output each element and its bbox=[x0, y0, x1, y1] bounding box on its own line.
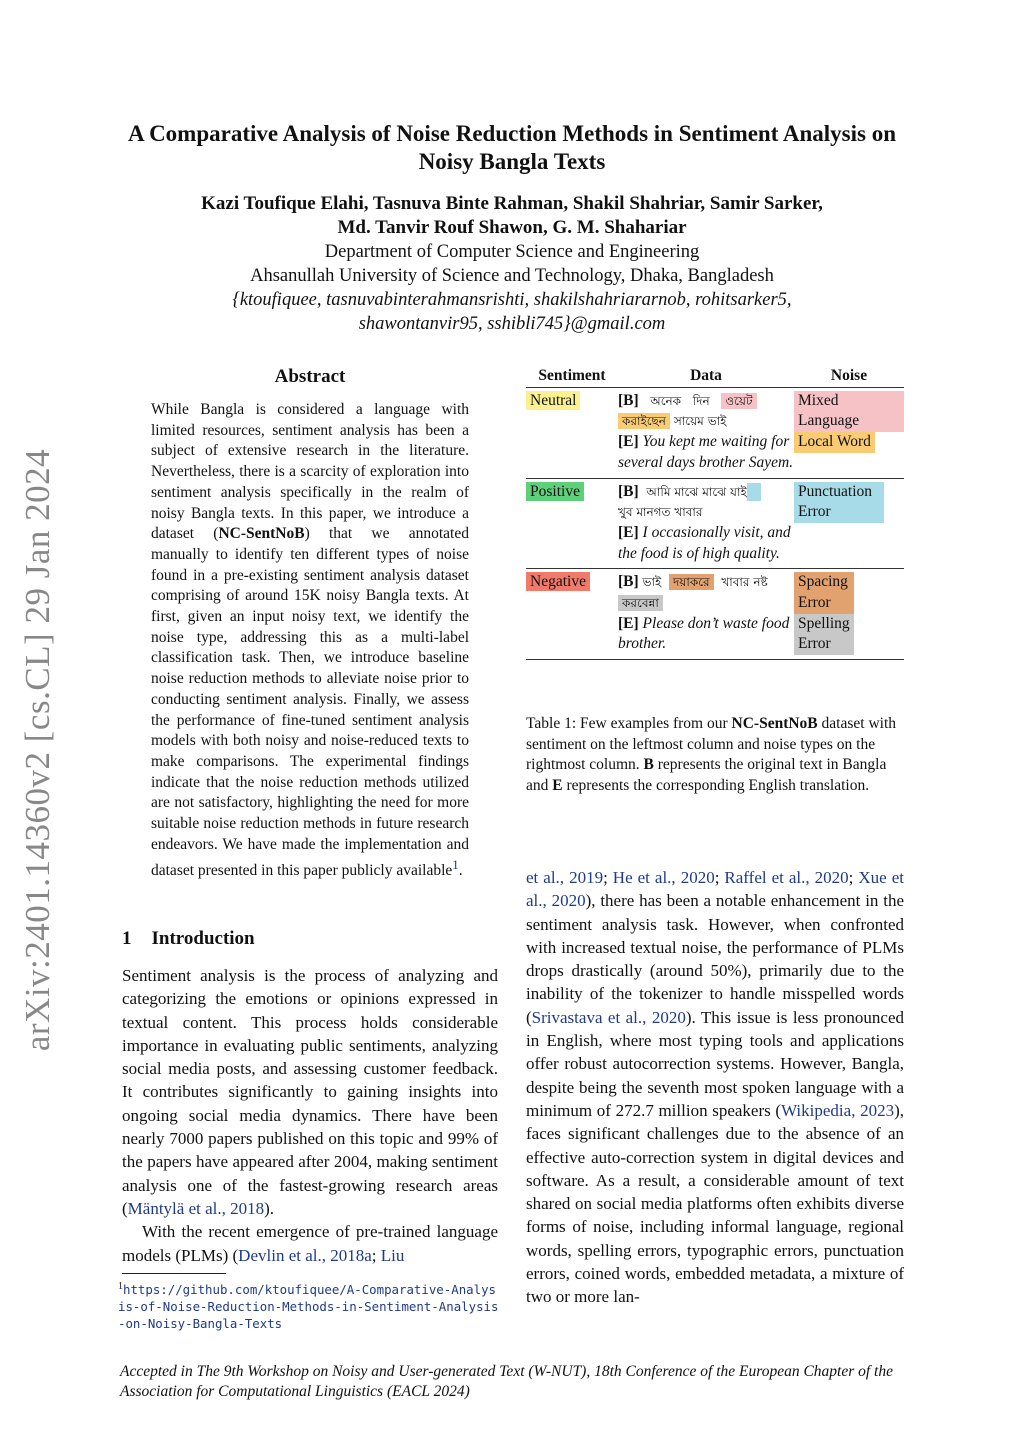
abstract-heading: Abstract bbox=[274, 366, 346, 387]
citation-year: 2019 bbox=[569, 868, 604, 887]
intro-text-3: With the recent emergence of pre-trained language models (PLMs) ( bbox=[122, 1222, 498, 1265]
citation-liu-2019[interactable]: et al., 2019 bbox=[526, 868, 604, 887]
sentiment-label-positive: Positive bbox=[526, 482, 584, 501]
body-text: ), there has been a notable enhancement in the sentiment analysis task. However, when confronted with increased textual noise, the performance of PLMs drops drastically (around 50%), primarily due to the inability of the tokenizer to handle misspelled words ( bbox=[526, 891, 905, 1027]
caption-text: represents the original text in Bangla and bbox=[526, 756, 887, 795]
arxiv-sidebar-stamp: arXiv:2401.14360v2 [cs.CL] 29 Jan 2024 bbox=[18, 448, 57, 1052]
bangla-phrase: খাবার নষ্ট bbox=[721, 575, 768, 590]
citation-he[interactable]: He et al., 2020 bbox=[612, 868, 715, 887]
intro-paragraph-1 bbox=[122, 964, 498, 1220]
bangla-text bbox=[618, 482, 794, 523]
author-list bbox=[100, 192, 924, 240]
bangla-text bbox=[618, 391, 794, 432]
section-number: 1 bbox=[122, 928, 132, 949]
noise-spelling-error: Spelling Error bbox=[794, 614, 854, 655]
bangla-phrase: আমি মাঝে মাঝে যাই bbox=[646, 484, 747, 499]
bangla-word-mixed: ওয়েট bbox=[721, 393, 756, 409]
english-text bbox=[618, 432, 794, 473]
table-row bbox=[526, 569, 904, 660]
table-row bbox=[526, 478, 904, 569]
citation-wikipedia[interactable]: Wikipedia, 2023 bbox=[781, 1100, 895, 1120]
repo-link[interactable]: https://github.com/ktoufiquee/A-Comparative-Analysis-of-Noise-Reduction-Methods-in-Sentiment-Analysis-on-Noisy-Bangla-Texts bbox=[118, 1282, 499, 1332]
dataset-name: NC-SentNoB bbox=[218, 525, 305, 543]
bangla-word-spelling: করবেন্না bbox=[618, 595, 663, 611]
sentiment-cell bbox=[526, 478, 618, 569]
citation-year: 2020 bbox=[551, 891, 586, 911]
caption-text: represents the corresponding English translation. bbox=[562, 777, 870, 795]
citation-year: 2018 bbox=[230, 1198, 265, 1218]
department: Department of Computer Science and Engineering bbox=[324, 242, 700, 262]
english-tag: [E] bbox=[618, 433, 639, 451]
sentiment-label-negative: Negative bbox=[526, 572, 590, 591]
intro-text-2: ). bbox=[264, 1198, 275, 1218]
english-translation: Please don’t waste food brother. bbox=[618, 614, 790, 653]
bangla-word: সায়েম bbox=[673, 414, 704, 429]
footnote bbox=[118, 1278, 502, 1332]
english-tag: [E] bbox=[618, 523, 639, 541]
data-cell bbox=[618, 569, 794, 660]
citation-year: 2020 bbox=[814, 868, 849, 887]
intro-text-1: Sentiment analysis is the process of analyzing and categorizing the emotions or opinions expressed in textual content. This process holds considerable importance in evaluating public sentiments, analyzing social media posts, and assessing customer feedback. It contributes significantly to gaining insights into ongoing social media dynamics. There have been nearly 7000 papers published on this topic and 99% of the papers have appeared after 2004, making sentiment analysis one of the fastest-growing research areas ( bbox=[122, 966, 498, 1218]
data-cell bbox=[618, 478, 794, 569]
bangla-word-spacing: দয়াকরে bbox=[669, 574, 714, 590]
citation-year: 2020 bbox=[680, 868, 715, 887]
intro-heading bbox=[122, 928, 255, 950]
header-noise: Noise bbox=[794, 365, 904, 387]
bangla-text bbox=[618, 572, 794, 613]
bangla-word: দিন bbox=[692, 393, 710, 408]
bangla-phrase: খুব মানগত খাবার bbox=[618, 505, 703, 520]
abstract-text-1: While Bangla is considered a language with limited resources, sentiment analysis has been a subject of extensive research in the literature. Nevertheless, there is a scarcity of exploration into sentiment analysis specifically in the realm of noisy Bangla texts. In this paper, we introduce a dataset ( bbox=[151, 401, 469, 543]
data-cell bbox=[618, 387, 794, 478]
abstract-body bbox=[151, 400, 469, 882]
citation-author: He et al. bbox=[612, 868, 672, 887]
caption-text: dataset with sentiment on the leftmost column and noise types on the rightmost column. bbox=[526, 715, 896, 774]
citation-author: et al. bbox=[526, 868, 560, 887]
caption-e-marker: E bbox=[552, 777, 563, 795]
noise-cell bbox=[794, 478, 904, 569]
english-translation: I occasionally visit, and the food is of high quality. bbox=[618, 523, 791, 562]
sentiment-cell bbox=[526, 569, 618, 660]
citation-devlin[interactable]: Devlin et al., 2018a bbox=[238, 1245, 372, 1265]
acceptance-note: Accepted in The 9th Workshop on Noisy and User-generated Text (W-NUT), 18th Conference of the European Chapter of the Association for Computational Linguistics (EACL 2024) bbox=[120, 1363, 893, 1400]
punctuation-highlight bbox=[747, 483, 761, 501]
bangla-tag: [B] bbox=[618, 482, 639, 500]
citation-author: Devlin et al. bbox=[238, 1245, 322, 1265]
bangla-word: অনেক bbox=[650, 393, 682, 408]
citation-author: Srivastava et al. bbox=[531, 1007, 643, 1027]
caption-dataset: NC-SentNoB bbox=[731, 715, 818, 732]
citation-mantyla[interactable]: Mäntylä et al., 2018 bbox=[127, 1198, 265, 1218]
caption-b-marker: B bbox=[643, 756, 654, 774]
sentiment-cell bbox=[526, 387, 618, 478]
header-sentiment: Sentiment bbox=[526, 365, 618, 387]
bangla-tag: [B] bbox=[618, 391, 639, 409]
noise-cell bbox=[794, 569, 904, 660]
bangla-word-local: করাইছেন bbox=[618, 413, 670, 429]
table-row bbox=[526, 387, 904, 478]
sentiment-label-neutral: Neutral bbox=[526, 391, 580, 410]
body-text: ). This issue is less pronounced in English, where most typing tools and applications offer robust autocorrection systems. However, Bangla, despite being the seventh most spoken language with a minimum of 272.7 million speakers ( bbox=[526, 1007, 905, 1120]
citation-author: Xue et al. bbox=[526, 868, 904, 911]
caption-text: Table 1: Few examples from our bbox=[526, 715, 732, 732]
right-column-text: et al., 2019; He et al., 2020; Raffel et al., 2020; Xue et al., 2020), there has been a notable enhancement in the sentiment analysis task. However, when confronted with increased textual noise, the performance of PLMs drops drastically (around 50%), primarily due to the inability of the tokenizer to handle misspelled words (Srivastava et al., 2020). This issue is less pronounced in English, where most typing tools and applications offer robust autocorrection systems. However, Bangla, despite being the seventh most spoken language with a minimum of 272.7 million speakers (Wikipedia, 2023), faces significant challenges due to the absence of an effective auto-correction system in digital devices and software. As a result, a considerable amount of text shared on social media platforms often exhibits diverse forms of noise, including informal language, regional words, spelling errors, typographic errors, punctuation errors, coined words, embedded metadata, a mixture of two or more lan- bbox=[526, 868, 905, 1307]
noise-local-word: Local Word bbox=[794, 432, 875, 453]
footnote-rule bbox=[122, 1273, 226, 1274]
paper-title: A Comparative Analysis of Noise Reduction Methods in Sentiment Analysis on Noisy Bangla Texts bbox=[127, 121, 896, 174]
examples-table bbox=[526, 365, 904, 660]
citation-author: Mäntylä et al. bbox=[127, 1198, 222, 1218]
emails-line-1: {ktoufiquee, tasnuvabinterahmansrishti, shakilshahriararnob, rohitsarker5, bbox=[232, 290, 792, 310]
section-title: Introduction bbox=[151, 928, 255, 949]
citation-year: 2020 bbox=[651, 1007, 686, 1027]
citation-liu[interactable]: Liu bbox=[380, 1245, 405, 1265]
intro-paragraph-2: With the recent emergence of pre-trained language models (PLMs) (Devlin et al., 2018a; Liu bbox=[122, 1222, 498, 1265]
noise-mixed-language: Mixed Language bbox=[794, 391, 904, 432]
emails-line-2: shawontanvir95, sshibli745}@gmail.com bbox=[358, 314, 666, 334]
abstract-end: . bbox=[458, 862, 463, 880]
bangla-word: ভাই bbox=[707, 414, 727, 429]
header-data: Data bbox=[618, 365, 794, 387]
citation-year: 2023 bbox=[860, 1100, 895, 1120]
english-tag: [E] bbox=[618, 614, 639, 632]
bangla-tag: [B] bbox=[618, 573, 639, 591]
footnote-marker[interactable]: 1 bbox=[452, 857, 459, 873]
english-translation: You kept me waiting for several days brother Sayem. bbox=[618, 433, 794, 471]
noise-spacing-error: Spacing Error bbox=[794, 572, 854, 613]
intro-body bbox=[122, 964, 498, 1267]
abstract-text-2: ) that we annotated manually to identify ten different types of noise found in a pre-existing sentiment analysis dataset comprising of around 15K noisy Bangla texts. At first, given an input noisy text, we identify the noise type, addressing this as a multi-label classification task. Then, we introduce baseline noise reduction methods to alleviate noise prior to conducting sentiment analysis. Finally, we assess the performance of fine-tuned sentiment analysis models with both noisy and noise-reduced texts to make comparisons. The experimental findings indicate that the noise reduction methods utilized are not satisfactory, highlighting the need for more suitable noise reduction methods in future research endeavors. We have made the implementation and dataset presented in this paper publicly available bbox=[151, 525, 469, 880]
citation-raffel[interactable]: Raffel et al., 2020 bbox=[724, 868, 849, 887]
english-text bbox=[618, 523, 794, 564]
citation-srivastava[interactable]: Srivastava et al., 2020 bbox=[531, 1007, 686, 1027]
citation-xue[interactable]: Xue et al., 2020 bbox=[526, 868, 904, 911]
noise-punctuation-error: Punctuation Error bbox=[794, 482, 884, 523]
author-emails bbox=[100, 288, 924, 336]
footnote-number: 1 bbox=[118, 1281, 123, 1292]
citation-author: Raffel et al. bbox=[724, 868, 806, 887]
university: Ahsanullah University of Science and Technology, Dhaka, Bangladesh bbox=[250, 266, 774, 286]
table-caption bbox=[526, 714, 904, 797]
author-line-2: Md. Tanvir Rouf Shawon, G. M. Shahariar bbox=[337, 217, 687, 238]
bangla-word: ভাই bbox=[642, 575, 662, 590]
english-text bbox=[618, 614, 794, 655]
affiliation bbox=[100, 240, 924, 288]
noise-cell bbox=[794, 387, 904, 478]
table-header-row bbox=[526, 365, 904, 387]
body-text: ), faces significant challenges due to the absence of an effective auto-correction system in digital devices and software. As a result, a considerable amount of text shared on social media platforms often exhibits diverse forms of noise, including informal language, regional words, spelling errors, typographic errors, punctuation errors, coined words, embedded metadata, a mixture of two or more lan- bbox=[526, 1100, 905, 1307]
citation-year: 2018a bbox=[330, 1245, 372, 1265]
author-line-1: Kazi Toufique Elahi, Tasnuva Binte Rahman, Shakil Shahriar, Samir Sarker, bbox=[201, 193, 823, 214]
citation-author: Wikipedia bbox=[781, 1100, 852, 1120]
